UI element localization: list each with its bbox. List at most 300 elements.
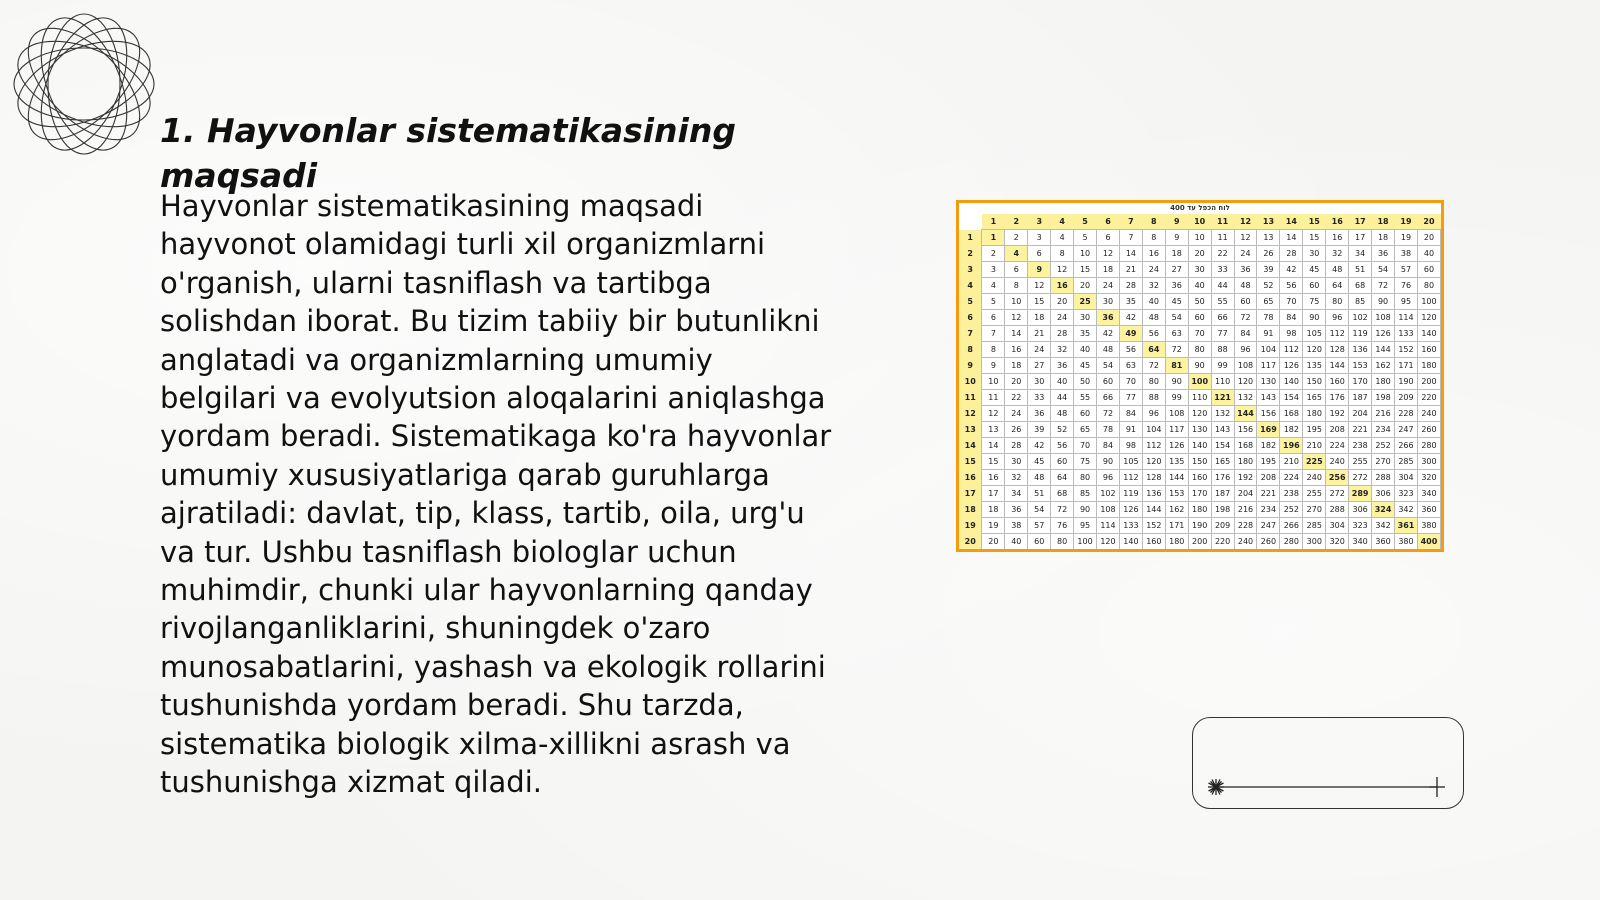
table-cell: 70 [1280,294,1303,310]
table-cell: 180 [1234,454,1257,470]
table-cell: 126 [1119,502,1142,518]
table-cell: 156 [1234,422,1257,438]
table-cell: 66 [1097,390,1120,406]
table-cell: 36 [1165,278,1188,294]
table-cell: 16 [1051,278,1074,294]
row-header: 17 [959,486,982,502]
table-cell: 130 [1188,422,1211,438]
table-row [959,230,1441,246]
table-cell: 15 [1028,294,1051,310]
column-header: 15 [1303,214,1326,230]
table-row [959,534,1441,550]
row-header: 11 [959,390,982,406]
table-cell: 95 [1074,518,1097,534]
table-cell: 110 [1188,390,1211,406]
table-cell: 27 [1028,358,1051,374]
table-cell: 4 [1051,230,1074,246]
table-cell: 266 [1280,518,1303,534]
table-cell: 169 [1257,422,1280,438]
row-header: 1 [959,230,982,246]
table-cell: 19 [1395,230,1418,246]
table-cell: 323 [1349,518,1372,534]
table-cell: 136 [1142,486,1165,502]
table-cell: 5 [982,294,1005,310]
row-header: 2 [959,246,982,262]
table-cell: 80 [1417,278,1440,294]
table-cell: 99 [1165,390,1188,406]
table-cell: 60 [1188,310,1211,326]
table-cell: 105 [1119,454,1142,470]
table-cell: 380 [1417,518,1440,534]
table-cell: 55 [1211,294,1234,310]
table-row [959,406,1441,422]
table-cell: 50 [1188,294,1211,310]
ring-ellipse [9,9,159,159]
row-header: 14 [959,438,982,454]
table-cell: 20 [1417,230,1440,246]
table-cell: 54 [1028,502,1051,518]
table-cell: 102 [1349,310,1372,326]
table-cell: 28 [1005,438,1028,454]
table-cell: 255 [1349,454,1372,470]
table-cell: 240 [1303,470,1326,486]
table-cell: 120 [1303,342,1326,358]
table-cell: 255 [1303,486,1326,502]
table-cell: 56 [1142,326,1165,342]
table-cell: 27 [1165,262,1188,278]
table-cell: 24 [1051,310,1074,326]
table-cell: 72 [1051,502,1074,518]
table-cell: 70 [1188,326,1211,342]
table-cell: 24 [1005,406,1028,422]
table-cell: 270 [1372,454,1395,470]
table-cell: 42 [1097,326,1120,342]
table-cell: 40 [1005,534,1028,550]
table-cell: 6 [982,310,1005,326]
table-cell: 323 [1395,486,1418,502]
table-cell: 20 [1188,246,1211,262]
table-cell: 64 [1142,342,1165,358]
table-cell: 56 [1119,342,1142,358]
table-cell: 85 [1074,486,1097,502]
table-cell: 342 [1395,502,1418,518]
table-cell: 170 [1349,374,1372,390]
table-cell: 216 [1234,502,1257,518]
column-header: 11 [1211,214,1234,230]
table-cell: 10 [982,374,1005,390]
table-cell: 48 [1234,278,1257,294]
table-cell: 68 [1349,278,1372,294]
table-cell: 21 [1119,262,1142,278]
table-cell: 95 [1395,294,1418,310]
table-cell: 180 [1372,374,1395,390]
table-cell: 60 [1028,534,1051,550]
table-cell: 48 [1142,310,1165,326]
table-cell: 154 [1211,438,1234,454]
table-cell: 65 [1257,294,1280,310]
table-cell: 18 [1028,310,1051,326]
table-cell: 18 [1372,230,1395,246]
column-header: 14 [1280,214,1303,230]
table-cell: 117 [1165,422,1188,438]
table-cell: 80 [1142,374,1165,390]
table-cell: 42 [1028,438,1051,454]
table-cell: 126 [1165,438,1188,454]
table-cell: 38 [1005,518,1028,534]
table-cell: 6 [1097,230,1120,246]
table-cell: 24 [1234,246,1257,262]
table-cell: 12 [982,406,1005,422]
table-cell: 18 [1005,358,1028,374]
table-cell: 340 [1349,534,1372,550]
table-cell: 12 [1005,310,1028,326]
table-cell: 104 [1142,422,1165,438]
table-cell: 240 [1234,534,1257,550]
ring-pattern-icon [8,8,160,160]
table-cell: 84 [1119,406,1142,422]
table-cell: 45 [1074,358,1097,374]
table-cell: 39 [1257,262,1280,278]
table-cell: 180 [1303,406,1326,422]
table-cell: 221 [1257,486,1280,502]
table-cell: 30 [1303,246,1326,262]
ring-ellipse [9,9,159,159]
table-corner [959,214,982,230]
table-cell: 96 [1234,342,1257,358]
table-cell: 140 [1417,326,1440,342]
table-cell: 234 [1257,502,1280,518]
table-cell: 144 [1372,342,1395,358]
table-cell: 306 [1349,502,1372,518]
table-cell: 204 [1349,406,1372,422]
table-cell: 133 [1119,518,1142,534]
slider-line-icon [1193,718,1465,810]
table-cell: 108 [1097,502,1120,518]
table-cell: 72 [1142,358,1165,374]
table-cell: 10 [1188,230,1211,246]
column-header: 4 [1051,214,1074,230]
table-cell: 91 [1119,422,1142,438]
table-cell: 12 [1051,262,1074,278]
table-cell: 28 [1051,326,1074,342]
table-cell: 126 [1372,326,1395,342]
table-cell: 190 [1188,518,1211,534]
table-cell: 121 [1211,390,1234,406]
table-cell: 20 [1074,278,1097,294]
table-cell: 120 [1097,534,1120,550]
table-cell: 70 [1119,374,1142,390]
table-cell: 272 [1326,486,1349,502]
table-cell: 150 [1303,374,1326,390]
table-cell: 380 [1395,534,1418,550]
table-cell: 108 [1165,406,1188,422]
table-cell: 99 [1211,358,1234,374]
table-cell: 90 [1097,454,1120,470]
table-cell: 12 [1097,246,1120,262]
table-cell: 40 [1417,246,1440,262]
row-header: 8 [959,342,982,358]
table-cell: 84 [1234,326,1257,342]
table-cell: 187 [1349,390,1372,406]
table-cell: 130 [1257,374,1280,390]
column-header: 9 [1165,214,1188,230]
table-cell: 120 [1188,406,1211,422]
table-cell: 162 [1372,358,1395,374]
table-cell: 80 [1326,294,1349,310]
table-cell: 39 [1028,422,1051,438]
table-cell: 70 [1074,438,1097,454]
table-cell: 57 [1028,518,1051,534]
table-cell: 45 [1028,454,1051,470]
table-cell: 162 [1165,502,1188,518]
row-header: 20 [959,534,982,550]
table-cell: 153 [1165,486,1188,502]
column-header: 2 [1005,214,1028,230]
table-cell: 170 [1188,486,1211,502]
table-cell: 156 [1257,406,1280,422]
table-cell: 400 [1417,534,1440,550]
table-cell: 54 [1372,262,1395,278]
column-header: 8 [1142,214,1165,230]
table-cell: 16 [1326,230,1349,246]
column-header: 19 [1395,214,1418,230]
table-cell: 36 [1372,246,1395,262]
table-cell: 180 [1165,534,1188,550]
table-cell: 120 [1142,454,1165,470]
table-cell: 300 [1303,534,1326,550]
table-cell: 9 [1165,230,1188,246]
table-cell: 32 [1051,342,1074,358]
table-cell: 220 [1211,534,1234,550]
table-row [959,518,1441,534]
row-header: 16 [959,470,982,486]
ring-ellipse [8,24,160,144]
table-cell: 165 [1211,454,1234,470]
table-cell: 80 [1051,534,1074,550]
table-cell: 135 [1165,454,1188,470]
table-cell: 224 [1326,438,1349,454]
table-cell: 153 [1349,358,1372,374]
table-cell: 60 [1051,454,1074,470]
table-cell: 324 [1372,502,1395,518]
table-cell: 160 [1326,374,1349,390]
table-cell: 361 [1395,518,1418,534]
table-cell: 240 [1417,406,1440,422]
table-cell: 280 [1417,438,1440,454]
table-cell: 66 [1211,310,1234,326]
table-cell: 72 [1097,406,1120,422]
table-cell: 36 [1097,310,1120,326]
table-cell: 60 [1074,406,1097,422]
table-cell: 171 [1165,518,1188,534]
table-cell: 144 [1165,470,1188,486]
table-cell: 114 [1097,518,1120,534]
table-cell: 84 [1280,310,1303,326]
plus-icon [1429,777,1445,797]
table-cell: 190 [1395,374,1418,390]
table-cell: 221 [1349,422,1372,438]
table-row [959,358,1441,374]
table-cell: 128 [1142,470,1165,486]
table-cell: 30 [1074,310,1097,326]
table-cell: 60 [1097,374,1120,390]
table-cell: 72 [1165,342,1188,358]
table-row [959,310,1441,326]
table-cell: 60 [1417,262,1440,278]
table-cell: 63 [1119,358,1142,374]
table-cell: 72 [1234,310,1257,326]
table-cell: 300 [1417,454,1440,470]
table-cell: 198 [1372,390,1395,406]
table-cell: 16 [982,470,1005,486]
column-header: 5 [1074,214,1097,230]
table-cell: 119 [1349,326,1372,342]
table-cell: 209 [1395,390,1418,406]
table-cell: 57 [1395,262,1418,278]
table-cell: 136 [1349,342,1372,358]
table-cell: 126 [1280,358,1303,374]
table-cell: 154 [1280,390,1303,406]
table-cell: 165 [1303,390,1326,406]
column-header: 7 [1119,214,1142,230]
table-cell: 98 [1280,326,1303,342]
table-cell: 360 [1417,502,1440,518]
column-header: 10 [1188,214,1211,230]
table-cell: 247 [1395,422,1418,438]
table-cell: 225 [1303,454,1326,470]
table-cell: 143 [1257,390,1280,406]
table-cell: 36 [1234,262,1257,278]
table-cell: 32 [1326,246,1349,262]
table-cell: 2 [1005,230,1028,246]
table-cell: 210 [1280,454,1303,470]
table-cell: 144 [1142,502,1165,518]
multiplication-table-image [956,200,1444,552]
table-cell: 40 [1051,374,1074,390]
table-cell: 306 [1372,486,1395,502]
table-caption: לוח הכפל עד 400 [1170,204,1230,212]
table-cell: 112 [1142,438,1165,454]
ring-ellipse [48,14,120,154]
table-cell: 9 [982,358,1005,374]
table-cell: 34 [1005,486,1028,502]
row-header: 18 [959,502,982,518]
table-cell: 75 [1074,454,1097,470]
table-cell: 78 [1257,310,1280,326]
table-cell: 176 [1326,390,1349,406]
row-header: 19 [959,518,982,534]
table-cell: 140 [1119,534,1142,550]
table-cell: 30 [1005,454,1028,470]
table-cell: 7 [1119,230,1142,246]
table-cell: 56 [1051,438,1074,454]
table-cell: 234 [1372,422,1395,438]
table-cell: 340 [1417,486,1440,502]
table-cell: 90 [1188,358,1211,374]
table-cell: 2 [982,246,1005,262]
table-cell: 195 [1303,422,1326,438]
table-cell: 182 [1280,422,1303,438]
table-row [959,246,1441,262]
table-row [959,422,1441,438]
table-cell: 56 [1280,278,1303,294]
table-cell: 285 [1395,454,1418,470]
table-cell: 238 [1280,486,1303,502]
table-cell: 247 [1257,518,1280,534]
table-cell: 5 [1074,230,1097,246]
table-cell: 7 [982,326,1005,342]
table-cell: 289 [1349,486,1372,502]
table-cell: 22 [1005,390,1028,406]
table-cell: 104 [1257,342,1280,358]
table-cell: 77 [1211,326,1234,342]
table-cell: 285 [1303,518,1326,534]
table-cell: 54 [1165,310,1188,326]
row-header: 10 [959,374,982,390]
table-cell: 28 [1280,246,1303,262]
table-cell: 64 [1326,278,1349,294]
table-cell: 20 [1051,294,1074,310]
table-cell: 20 [1005,374,1028,390]
table-row [959,390,1441,406]
table-cell: 150 [1188,454,1211,470]
table-cell: 98 [1119,438,1142,454]
table-cell: 100 [1188,374,1211,390]
table-cell: 18 [1165,246,1188,262]
table-cell: 360 [1372,534,1395,550]
table-cell: 143 [1211,422,1234,438]
slider-line-box [1192,717,1464,809]
table-cell: 13 [982,422,1005,438]
table-cell: 1 [982,230,1005,246]
table-cell: 135 [1303,358,1326,374]
table-cell: 260 [1417,422,1440,438]
table-cell: 19 [982,518,1005,534]
column-header: 12 [1234,214,1257,230]
table-row [959,278,1441,294]
table-cell: 15 [982,454,1005,470]
table-cell: 40 [1188,278,1211,294]
table-cell: 11 [982,390,1005,406]
column-header: 16 [1326,214,1349,230]
table-cell: 22 [1211,246,1234,262]
table-cell: 45 [1165,294,1188,310]
table-cell: 32 [1005,470,1028,486]
table-cell: 36 [1028,406,1051,422]
table-row [959,454,1441,470]
table-cell: 100 [1417,294,1440,310]
table-cell: 72 [1372,278,1395,294]
table-cell: 140 [1280,374,1303,390]
table-cell: 208 [1257,470,1280,486]
table-cell: 112 [1280,342,1303,358]
table-cell: 240 [1326,454,1349,470]
multiplication-grid [959,214,1441,550]
table-cell: 12 [1028,278,1051,294]
table-cell: 176 [1211,470,1234,486]
table-cell: 80 [1188,342,1211,358]
table-cell: 85 [1349,294,1372,310]
table-row [959,502,1441,518]
table-cell: 198 [1211,502,1234,518]
table-cell: 28 [1119,278,1142,294]
table-cell: 110 [1211,374,1234,390]
table-cell: 51 [1028,486,1051,502]
table-cell: 52 [1257,278,1280,294]
table-cell: 52 [1051,422,1074,438]
table-cell: 342 [1372,518,1395,534]
table-cell: 30 [1097,294,1120,310]
